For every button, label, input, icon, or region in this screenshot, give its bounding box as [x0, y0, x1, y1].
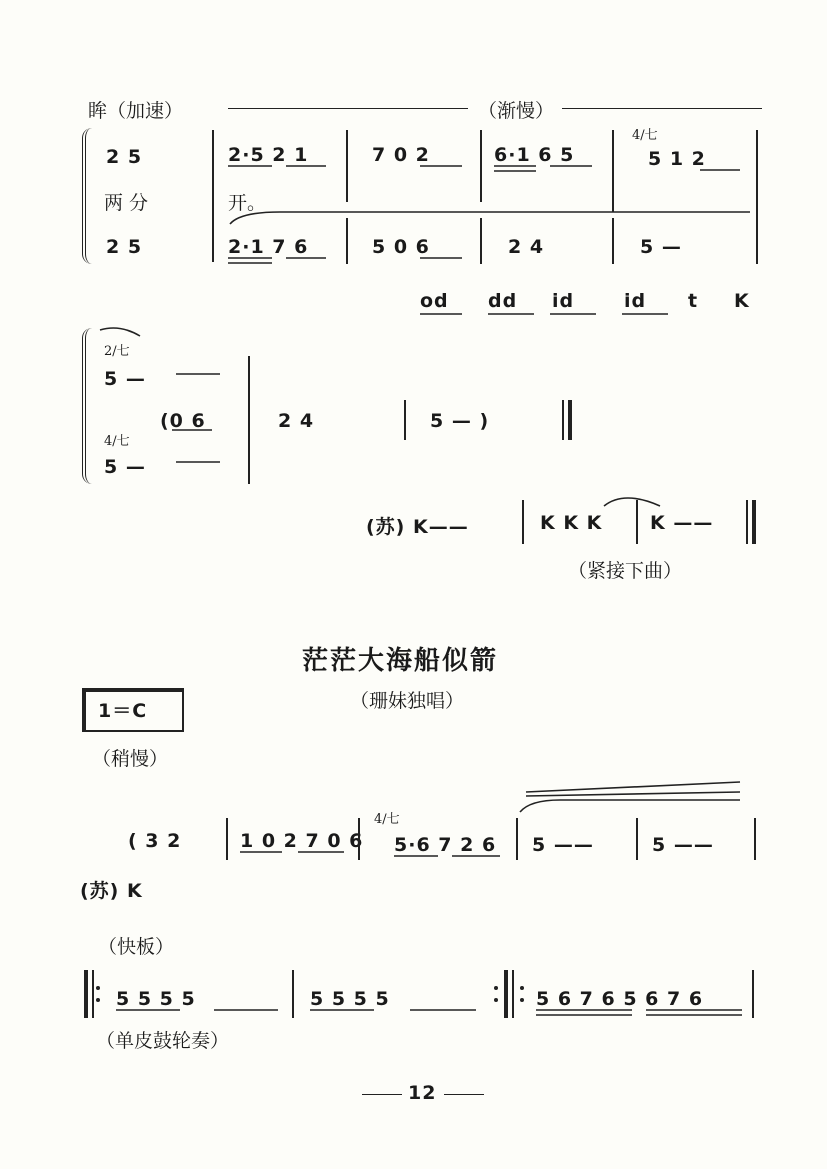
perc-5: t — [688, 290, 699, 312]
fast-m1: 5 5 5 5 — [116, 988, 196, 1010]
voice-bottom-measure-2: 5 0 6 — [372, 236, 430, 258]
intro-notes: ( 3 2 — [128, 830, 182, 852]
perc-1: od — [420, 290, 449, 312]
system2-top-note: 5 — — [104, 368, 146, 390]
page-dash-left — [362, 1094, 402, 1095]
page-number: 12 — [408, 1082, 437, 1104]
voice-bottom-measure-4: 5 — — [640, 236, 682, 258]
bottom-note: （单皮鼓轮奏） — [96, 1030, 230, 1052]
voice-top-meter: 2 5 — [106, 146, 143, 168]
song-title: 茫茫大海船似箭 — [302, 646, 499, 676]
tempo-fast: （快板） — [98, 936, 175, 958]
voice-top-measure-3: 6·1 6 5 — [494, 144, 575, 166]
fast-m2: 5 5 5 5 — [310, 988, 390, 1010]
voice-top-measure-1: 2·5 2 1 — [228, 144, 309, 166]
system2-perc-m2: K K K — [540, 512, 603, 534]
system2-m2: 2 4 — [278, 410, 315, 432]
voice-bottom-measure-1: 2·1 7 6 — [228, 236, 309, 258]
system2-paren-notes: (0 6 — [160, 410, 206, 432]
voice-top-measure-4: 5 1 2 — [648, 148, 706, 170]
intro-m3: 5 —— — [532, 834, 594, 856]
intro-perc-label: (苏) K — [80, 880, 143, 902]
perc-6: K — [734, 290, 750, 312]
song-subtitle: （珊妹独唱） — [350, 690, 465, 712]
intro-m4: 5 —— — [652, 834, 714, 856]
fast-m3: 5 6 7 6 5 6 7 6 — [536, 988, 704, 1010]
system2-perc-m3: K —— — [650, 512, 714, 534]
tempo-marking-accel: 眸（加速） — [88, 100, 184, 122]
intro-m2: 5·6 7 2 6 — [394, 834, 497, 856]
tempo-slightly-slow: （稍慢） — [92, 748, 169, 770]
perc-3: id — [552, 290, 575, 312]
voice-top-measure-2: 7 0 2 — [372, 144, 430, 166]
key-signature: 1＝C — [98, 700, 148, 722]
system2-m3: 5 — ) — [430, 410, 490, 432]
system2-bottom-note: 5 — — [104, 456, 146, 478]
grace-top: 2/七 — [104, 344, 130, 359]
system2-note: （紧接下曲） — [568, 560, 683, 582]
grace-bottom: 4/七 — [104, 434, 130, 449]
perc-2: dd — [488, 290, 518, 312]
voice-top-lyric: 两 分 — [104, 192, 149, 214]
voice-bottom-meter: 2 5 — [106, 236, 143, 258]
intro-grace: 4/七 — [374, 812, 400, 827]
perc-4: id — [624, 290, 647, 312]
lyric-measure-1: 开。 — [228, 192, 267, 214]
page-dash-right — [444, 1094, 484, 1095]
system2-perc-label: (苏) K—— — [366, 516, 469, 538]
tempo-marking-rit: （渐慢） — [478, 100, 555, 122]
grace-note-top: 4/七 — [632, 128, 658, 143]
intro-m1: 1 0 2 7 0 6 — [240, 830, 364, 852]
voice-bottom-measure-3: 2 4 — [508, 236, 545, 258]
